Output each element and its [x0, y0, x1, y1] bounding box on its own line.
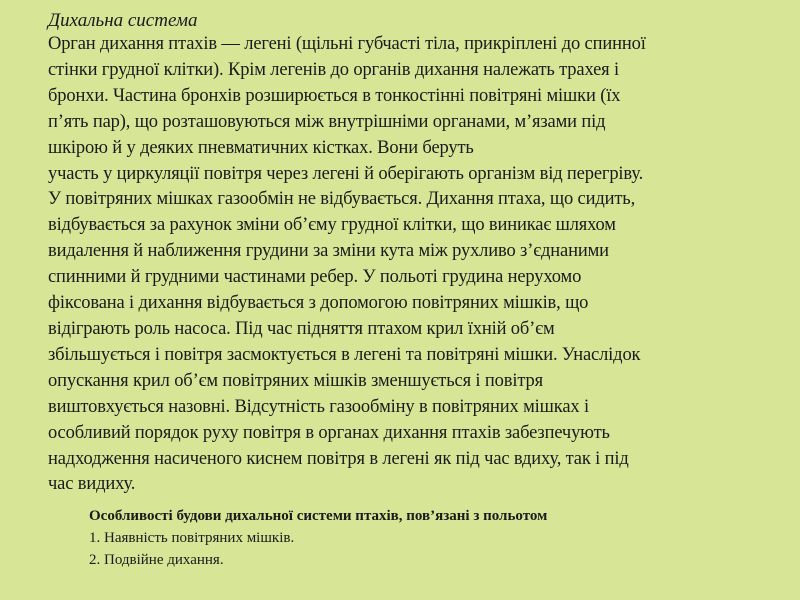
features-heading: Особливості будови дихальної системи птахів, пов’язані з польотом — [89, 508, 548, 525]
body-text — [48, 32, 778, 498]
body-line: час видиху. — [48, 474, 136, 495]
body-line: спинними й грудними частинами ребер. У польоті грудина нерухомо — [48, 267, 582, 288]
body-line: п’ять пар), що розташовуються між внутрішніми органами, м’язами під — [48, 111, 606, 132]
body-line: опускання крил об’єм повітряних мішків зменшується і повітря — [48, 370, 543, 391]
body-line: видалення й наближення грудини за зміни кута між рухливо з’єднаними — [48, 241, 609, 262]
body-line: шкірою й у деяких пневматичних кістках. Вони беруть — [48, 137, 474, 158]
body-line: стінки грудної клітки). Крім легенів до органів дихання належать трахея і — [48, 59, 619, 80]
body-line: Орган дихання птахів — легені (щільні губчасті тіла, прикріплені до спинної — [48, 34, 646, 54]
body-line: фіксована і дихання відбувається з допомогою повітряних мішків, що — [48, 293, 589, 314]
flight-features-block — [89, 506, 778, 571]
features-item: 1. Наявність повітряних мішків. — [89, 530, 295, 547]
body-line: бронхи. Частина бронхів розширюється в тонкостінні повітряні мішки (їх — [48, 85, 621, 106]
body-line: відіграють роль насоса. Під час підняття птахом крил їхній об’єм — [48, 318, 555, 339]
body-line: У повітряних мішках газообмін не відбувається. Дихання птаха, що сидить, — [48, 189, 636, 210]
body-line: виштовхується назовні. Відсутність газообміну в повітряних мішках і — [48, 396, 589, 417]
body-line: участь у циркуляції повітря через легені й оберігають організм від перегріву. — [48, 163, 644, 184]
body-line: збільшується і повітря засмоктується в легені та повітряні мішки. Унаслідок — [48, 344, 641, 365]
features-item: 2. Подвійне дихання. — [89, 552, 224, 569]
body-line: особливий порядок руху повітря в органах дихання птахів забезпечують — [48, 422, 610, 443]
body-line: відбувається за рахунок зміни об’єму грудної клітки, що виникає шляхом — [48, 215, 616, 236]
body-line: надходження насиченого киснем повітря в легені як під час вдиху, так і під — [48, 448, 629, 469]
section-title: Дихальна система — [48, 10, 198, 31]
